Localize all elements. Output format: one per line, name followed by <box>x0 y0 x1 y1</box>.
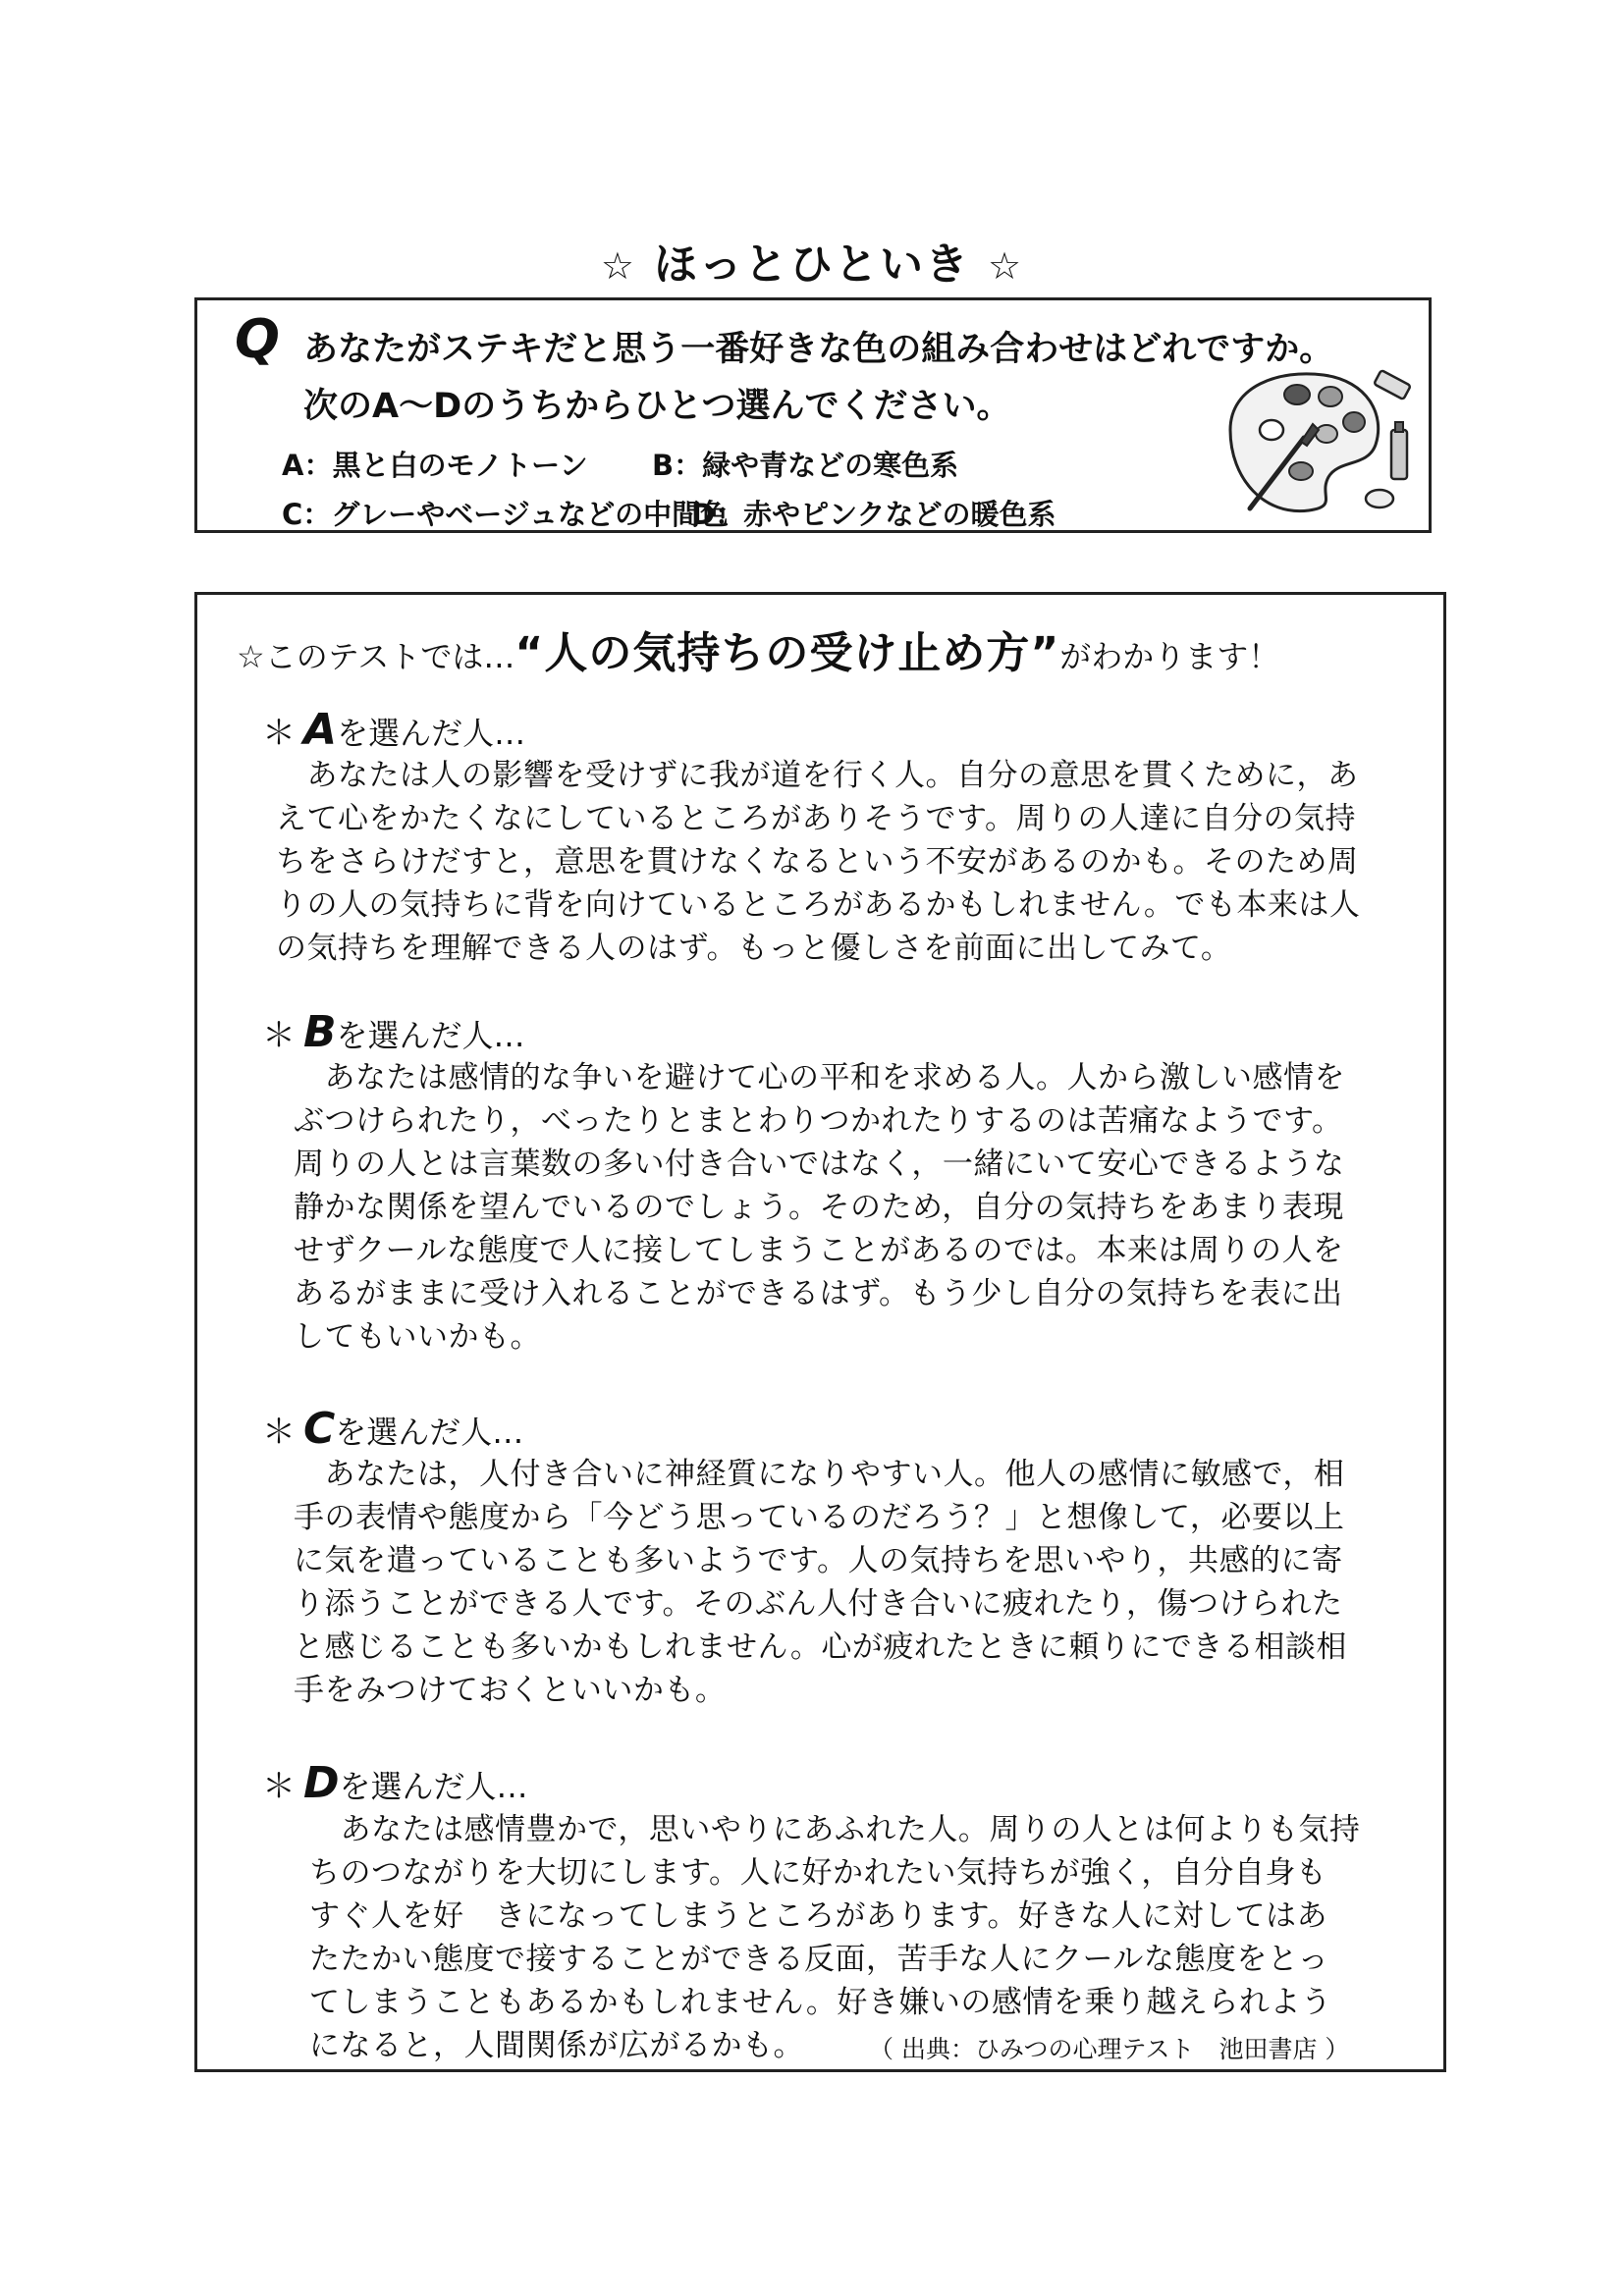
question-box <box>194 297 1432 533</box>
section-b-heading <box>262 1007 525 1057</box>
star-icon: ☆ <box>600 244 636 288</box>
intro-suffix: がわかります！ <box>1059 638 1280 675</box>
option-a: A：黒と白のモノトーン <box>282 449 588 482</box>
section-letter: C <box>303 1404 336 1454</box>
asterisk-icon: ＊ <box>262 1413 296 1452</box>
section-d-heading <box>262 1758 528 1808</box>
question-text-line1: あなたがステキだと思う一番好きな色の組み合わせはどれですか。 <box>303 330 1334 369</box>
question-text-line2: 次のA～Dのうちからひとつ選んでください。 <box>303 387 1011 426</box>
page-title <box>0 236 1624 294</box>
section-letter: D <box>303 1758 340 1808</box>
citation: （ 出典：ひみつの心理テスト 池田書店 ） <box>869 2035 1350 2063</box>
star-icon: ☆ <box>988 244 1024 288</box>
asterisk-icon: ＊ <box>262 714 296 753</box>
section-c-text: あなたは，人付き合いに神経質になりやすい人。他人の感情に敏感で，相 手の表情や態度から「今どう思っているのだろう？」と想像して，必要以上 に気を遣っていることも多いようです。人の気持ちを思いやり，共感的に寄 り添うことができる人です。そのぶん人付き合いに疲れたり，傷つけられた と感じることも多いかもしれません。心が疲れたときに頼りにできる相談相 手をみつけておくといいかも。 <box>294 1457 1347 1708</box>
section-a-text: あなたは人の影響を受けずに我が道を行く人。自分の意思を貫くために，あ えて心をかたくなにしているところがありそうです。周りの人達に自分の気持 ちをさらけだすと，意思を貫けなくなるという不安があるのかも。そのため周 りの人の気持ちに背を向けているところがあるかもしれません。でも本来は人 の気持ちを理解できる人のはず。もっと優しさを前面に出してみて。 <box>276 758 1361 966</box>
option-b: B：緑や青などの寒色系 <box>652 449 959 482</box>
answer-box <box>194 592 1446 2072</box>
intro-prefix: ☆このテストでは… <box>237 638 515 675</box>
section-heading-text: を選んだ人… <box>335 1414 524 1451</box>
asterisk-icon: ＊ <box>262 1767 296 1806</box>
section-c-heading <box>262 1404 523 1454</box>
section-letter: B <box>303 1007 337 1057</box>
option-c: C：グレーやベージュなどの中間色 <box>282 498 730 531</box>
section-d-text: あなたは感情豊かで，思いやりにあふれた人。周りの人とは何よりも気持 ちのつながりを大切にします。人に好かれたい気持ちが強く，自分自身も すぐ人を好 きになってしまうところがあります。好きな人に対してはあ たたかい態度で接することができる反面，苦手な人にクールな態度をとっ てしまうこともあるかもしれません。好き嫌いの感情を乗り越えられよう になると，人間関係が広がるかも。 <box>309 1812 1361 2063</box>
paint-palette-icon <box>1211 361 1417 518</box>
asterisk-icon: ＊ <box>262 1016 296 1055</box>
page-title-text: ほっとひといき <box>654 240 970 290</box>
section-heading-text: を選んだ人… <box>336 1017 525 1054</box>
section-b-text: あなたは感情的な争いを避けて心の平和を求める人。人から激しい感情を ぶつけられたり，べったりとまとわりつかれたりするのは苦痛なようです。 周りの人とは言葉数の多い付き合いではなく，一緒にいて安心できるような 静かな関係を望んでいるのでしょう。そのため，自分の気持ちをあまり表現 せずクールな態度で人に接してしまうことがあるのでは。本来は周りの人を あるがままに受け入れることができるはず。もう少し自分の気持ちを表に出 してもいいかも。 <box>294 1060 1345 1355</box>
intro-highlight: “人の気持ちの受け止め方” <box>514 628 1060 678</box>
question-mark: Q <box>235 308 280 370</box>
section-a-heading <box>262 705 525 755</box>
option-d: D：赤やピンクなどの暖色系 <box>691 498 1056 531</box>
section-heading-text: を選んだ人… <box>337 715 526 752</box>
section-heading-text: を選んだ人… <box>339 1768 528 1805</box>
section-letter: A <box>303 705 338 755</box>
answer-intro <box>237 624 1279 686</box>
